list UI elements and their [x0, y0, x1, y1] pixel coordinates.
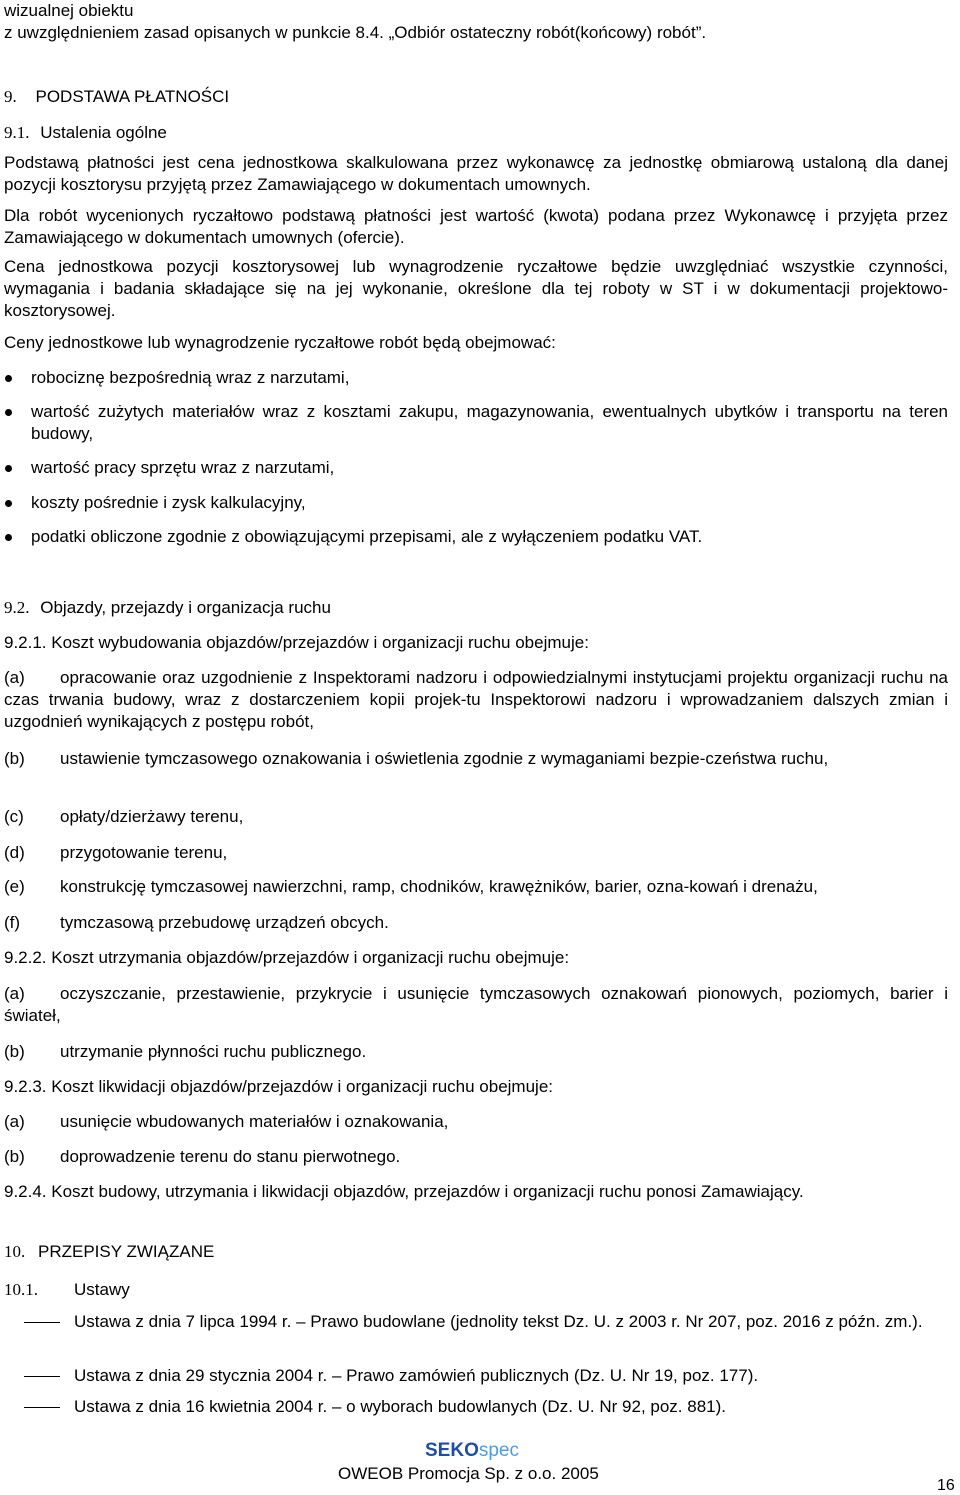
- item-label: (b): [4, 749, 25, 768]
- item-text: oczyszczanie, przestawienie, przykrycie i usunięcie tymczasowych oznakowań pionowych, poziomych, barier i świateł,: [4, 984, 948, 1025]
- item-label: (a): [4, 668, 25, 687]
- subsection-9-2-2: 9.2.2. Koszt utrzymania objazdów/przejazdów i organizacji ruchu obejmuje:: [4, 948, 570, 967]
- bullet-icon: [5, 534, 12, 541]
- section-title: PODSTAWA PŁATNOŚCI: [35, 87, 230, 106]
- section-number: 10.: [4, 1242, 26, 1261]
- subsection-title: Ustawy: [74, 1280, 130, 1299]
- dash-item: Ustawa z dnia 29 stycznia 2004 r. – Prawo zamówień publicznych (Dz. U. Nr 19, poz. 177).: [74, 1366, 759, 1385]
- subsection-title: Objazdy, przejazdy i organizacja ruchu: [40, 598, 331, 617]
- subsection-title: Ustalenia ogólne: [40, 123, 167, 142]
- section-number: 9.: [4, 87, 17, 106]
- bullet-item: robociznę bezpośrednią wraz z narzutami,: [31, 368, 350, 387]
- item-text: usunięcie wbudowanych materiałów i oznakowania,: [60, 1112, 449, 1131]
- subsection-number: 9.1.: [4, 123, 30, 142]
- continued-text-line: wizualnej obiektu: [4, 1, 134, 20]
- section-title: PRZEPISY ZWIĄZANE: [37, 1242, 215, 1261]
- subsection-heading-9-1: [4, 122, 167, 144]
- item-text: konstrukcję tymczasowej nawierzchni, ramp, chodników, krawężników, barier, ozna-kowań i drenażu,: [60, 877, 818, 896]
- item-label: (c): [4, 807, 24, 826]
- bullet-icon: [5, 409, 12, 416]
- paragraph: Podstawą płatności jest cena jednostkowa skalkulowana przez wykonawcę za jednostkę obmiarową ustaloną dla danej pozycji kosztorysu przyjętą przez Zamawiającego w dokumentach umownych.: [4, 153, 948, 194]
- item-label: (d): [4, 843, 25, 862]
- dash-icon: [24, 1322, 60, 1323]
- subsection-number: 10.1.: [4, 1280, 38, 1299]
- item-text: opracowanie oraz uzgodnienie z Inspektorami nadzoru i odpowiedzialnymi instytucjami projektu organizacji ruchu na czas trwania budowy, wraz z dostarczeniem kopii projek-tu Inspektorowi nadzoru i wprowadzaniem dalszych zmian i uzgodnień wynikających z postępu robót,: [4, 668, 948, 731]
- item-label: (f): [4, 913, 21, 932]
- subsection-9-2-3: 9.2.3. Koszt likwidacji objazdów/przejazdów i organizacji ruchu obejmuje:: [4, 1077, 553, 1096]
- continued-text-line: z uwzględnieniem zasad opisanych w punkcie 8.4. „Odbiór ostateczny robót(końcowy) robót”.: [4, 23, 707, 42]
- bullet-item: koszty pośrednie i zysk kalkulacyjny,: [31, 493, 306, 512]
- item-label: (a): [4, 1112, 25, 1131]
- company-logo: [425, 1440, 519, 1462]
- paragraph: Cena jednostkowa pozycji kosztorysowej lub wynagrodzenie ryczałtowe będzie uwzględniać wszystkie czynności, wymagania i badania składające się na jej wykonanie, określone dla tej roboty w ST i w dokumentacji projektowo-kosztorysowej.: [4, 257, 948, 320]
- item-text: opłaty/dzierżawy terenu,: [60, 807, 244, 826]
- paragraph: Ceny jednostkowe lub wynagrodzenie ryczałtowe robót będą obejmować:: [4, 333, 556, 352]
- item-label: (b): [4, 1042, 25, 1061]
- section-heading-9: [4, 86, 229, 108]
- item-text: tymczasową przebudowę urządzeń obcych.: [60, 913, 389, 932]
- bullet-item: wartość pracy sprzętu wraz z narzutami,: [31, 458, 335, 477]
- item-label: (a): [4, 984, 25, 1003]
- item-text: przygotowanie terenu,: [60, 843, 228, 862]
- dash-icon: [24, 1407, 60, 1408]
- item-label: (e): [4, 877, 25, 896]
- page-number: 16: [937, 1477, 955, 1494]
- bullet-icon: [5, 465, 12, 472]
- bullet-item: podatki obliczone zgodnie z obowiązującymi przepisami, ale z wyłączeniem podatku VAT.: [31, 527, 703, 546]
- item-label: (b): [4, 1147, 25, 1166]
- subsection-number: 9.2.: [4, 598, 30, 617]
- dash-item: Ustawa z dnia 7 lipca 1994 r. – Prawo budowlane (jednolity tekst Dz. U. z 2003 r. Nr 207, poz. 2016 z późn. zm.).: [74, 1312, 923, 1331]
- subsection-9-2-1: 9.2.1. Koszt wybudowania objazdów/przejazdów i organizacji ruchu obejmuje:: [4, 633, 589, 652]
- paragraph: Dla robót wycenionych ryczałtowo podstawą płatności jest wartość (kwota) podana przez Wykonawcę i przyjęta przez Zamawiającego w dokumentach umownych (ofercie).: [4, 206, 948, 247]
- item-text: ustawienie tymczasowego oznakowania i oświetlenia zgodnie z wymaganiami bezpie-czeństwa ruchu,: [60, 749, 829, 768]
- section-heading-10: [4, 1241, 214, 1263]
- logo-part-spec: spec: [478, 1440, 519, 1461]
- subsection-heading-9-2: [4, 597, 331, 619]
- subsection-heading-10-1: [4, 1279, 130, 1301]
- logo-part-seko: SEKO: [425, 1440, 479, 1461]
- footer-company: OWEOB Promocja Sp. z o.o. 2005: [338, 1464, 599, 1483]
- dash-item: Ustawa z dnia 16 kwietnia 2004 r. – o wyborach budowlanych (Dz. U. Nr 92, poz. 881).: [74, 1397, 727, 1416]
- bullet-icon: [5, 375, 12, 382]
- item-text: doprowadzenie terenu do stanu pierwotnego.: [60, 1147, 401, 1166]
- subsection-9-2-4: 9.2.4. Koszt budowy, utrzymania i likwidacji objazdów, przejazdów i organizacji ruchu ponosi Zamawiający.: [4, 1182, 804, 1201]
- item-text: utrzymanie płynności ruchu publicznego.: [60, 1042, 367, 1061]
- bullet-item: wartość zużytych materiałów wraz z kosztami zakupu, magazynowania, ewentualnych ubytków i transportu na teren budowy,: [31, 402, 948, 443]
- dash-icon: [24, 1376, 60, 1377]
- bullet-icon: [5, 500, 12, 507]
